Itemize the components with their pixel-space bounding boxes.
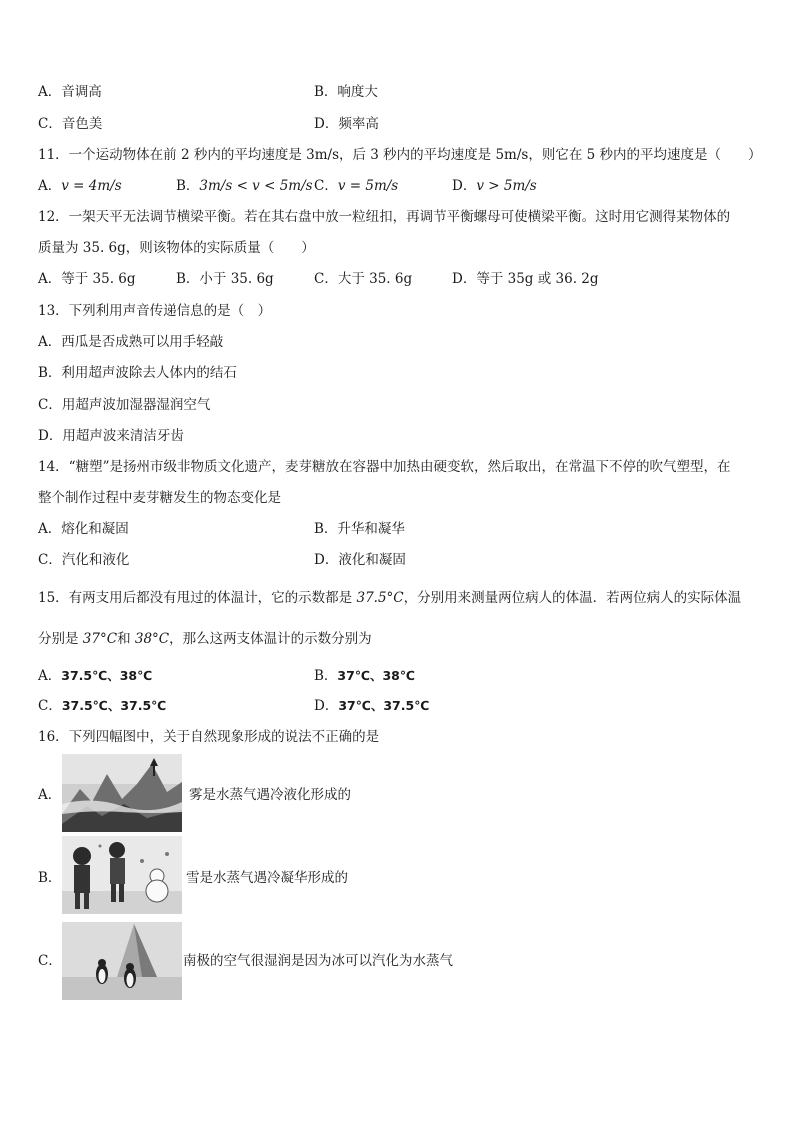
q15-stem-line2: [38, 630, 372, 648]
q16-option-a-label: A．: [38, 787, 62, 803]
q13-option-b: B．利用超声波除去人体内的结石: [38, 365, 237, 381]
q15-stem-line1: [38, 589, 741, 607]
q13-option-d: D．用超声波来清洁牙齿: [38, 428, 184, 444]
q15-stem-line2-b: 和: [117, 631, 135, 647]
q12-option-a: A．等于 35. 6g: [38, 271, 136, 287]
q11-option-c-label: C．: [314, 178, 338, 194]
q15-option-c: [38, 697, 166, 715]
q13-option-a: A．西瓜是否成熟可以用手轻敲: [38, 334, 224, 350]
q11-option-a-math: v = 4m/s: [61, 178, 122, 194]
q15-option-d: [314, 697, 429, 715]
fog-mountain-image: [62, 754, 182, 832]
q15-stem-line1-b: ，分别用来测量两位病人的体温．若两位病人的实际体温: [403, 590, 742, 606]
q11-option-d: [452, 177, 537, 195]
q16-option-c-caption: 南极的空气很湿润是因为冰可以汽化为水蒸气: [183, 953, 453, 969]
q15-option-c-value: 37.5℃、37.5℃: [61, 698, 167, 713]
q12-stem-line1: 12．一架天平无法调节横梁平衡。若在其右盘中放一粒纽扣，再调节平衡螺母可使横梁平衡。这时用它测得某物体的: [38, 209, 731, 225]
q12-option-b: B．小于 35. 6g: [176, 271, 274, 287]
q16-option-a-caption: 雾是水蒸气遇冷液化形成的: [189, 787, 351, 803]
q14-option-b: B．升华和凝华: [314, 521, 405, 537]
q11-option-b-math: 3m/s < v < 5m/s: [199, 178, 313, 194]
q15-stem-line1-math: 37.5°C: [356, 590, 404, 606]
q11-option-a: [38, 177, 122, 195]
snow-children-image: [62, 836, 182, 914]
q10-option-b: B．响度大: [314, 84, 378, 100]
q14-option-c: C．汽化和液化: [38, 552, 130, 568]
q15-option-d-label: D．: [314, 698, 339, 714]
q15-option-b-value: 37℃、38℃: [337, 668, 415, 683]
q12-option-c: C．大于 35. 6g: [314, 271, 413, 287]
q13-stem: 13．下列利用声音传递信息的是（ ）: [38, 303, 272, 319]
q16-stem: 16．下列四幅图中，关于自然现象形成的说法不正确的是: [38, 729, 380, 745]
q10-option-a: A．音调高: [38, 84, 102, 100]
q10-option-d: D．频率高: [314, 116, 379, 132]
q11-option-c-math: v = 5m/s: [337, 178, 399, 194]
q15-option-a: [38, 667, 152, 685]
q15-option-d-value: 37℃、37.5℃: [338, 698, 430, 713]
antarctic-penguins-image: [62, 922, 182, 1000]
q15-stem-line2-math1: 37°C: [82, 631, 118, 647]
q15-stem-line2-a: 分别是: [38, 631, 83, 647]
q15-option-b: [314, 667, 415, 685]
q11-option-a-label: A．: [38, 178, 62, 194]
q15-stem-line2-c: ，那么这两支体温计的示数分别为: [169, 631, 372, 647]
q11-option-b: [176, 177, 313, 195]
q15-stem-line2-math2: 38°C: [134, 631, 170, 647]
q11-option-d-label: D．: [452, 178, 477, 194]
q11-option-b-label: B．: [176, 178, 200, 194]
q16-option-b-caption: 雪是水蒸气遇冷凝华形成的: [186, 870, 348, 886]
q12-stem-line2: 质量为 35. 6g，则该物体的实际质量（ ）: [38, 240, 315, 256]
q15-option-a-label: A．: [38, 668, 62, 684]
q11-option-c: [314, 177, 398, 195]
q14-stem-line2: 整个制作过程中麦芽糖发生的物态变化是: [38, 490, 281, 506]
q15-option-c-label: C．: [38, 698, 62, 714]
q11-stem: 11．一个运动物体在前 2 秒内的平均速度是 3m/s，后 3 秒内的平均速度是 5m/s，则它在 5 秒内的平均速度是（ ）: [38, 147, 762, 163]
q16-option-c-label: C．: [38, 953, 62, 969]
q11-option-d-math: v > 5m/s: [476, 178, 537, 194]
q13-option-c: C．用超声波加湿器湿润空气: [38, 397, 211, 413]
q12-option-d: D．等于 35g 或 36. 2g: [452, 271, 599, 287]
q14-option-d: D．液化和凝固: [314, 552, 406, 568]
q15-option-b-label: B．: [314, 668, 338, 684]
q15-option-a-value: 37.5℃、38℃: [61, 668, 153, 683]
q10-option-c: C．音色美: [38, 116, 103, 132]
q15-stem-line1-a: 15．有两支用后都没有甩过的体温计，它的示数都是: [38, 590, 357, 606]
q14-option-a: A．熔化和凝固: [38, 521, 129, 537]
q16-option-b-label: B．: [38, 870, 62, 886]
q14-stem-line1: 14．“糖塑”是扬州市级非物质文化遗产，麦芽糖放在容器中加热由硬变软，然后取出，在常温下不停的吹气塑型，在: [38, 459, 731, 475]
